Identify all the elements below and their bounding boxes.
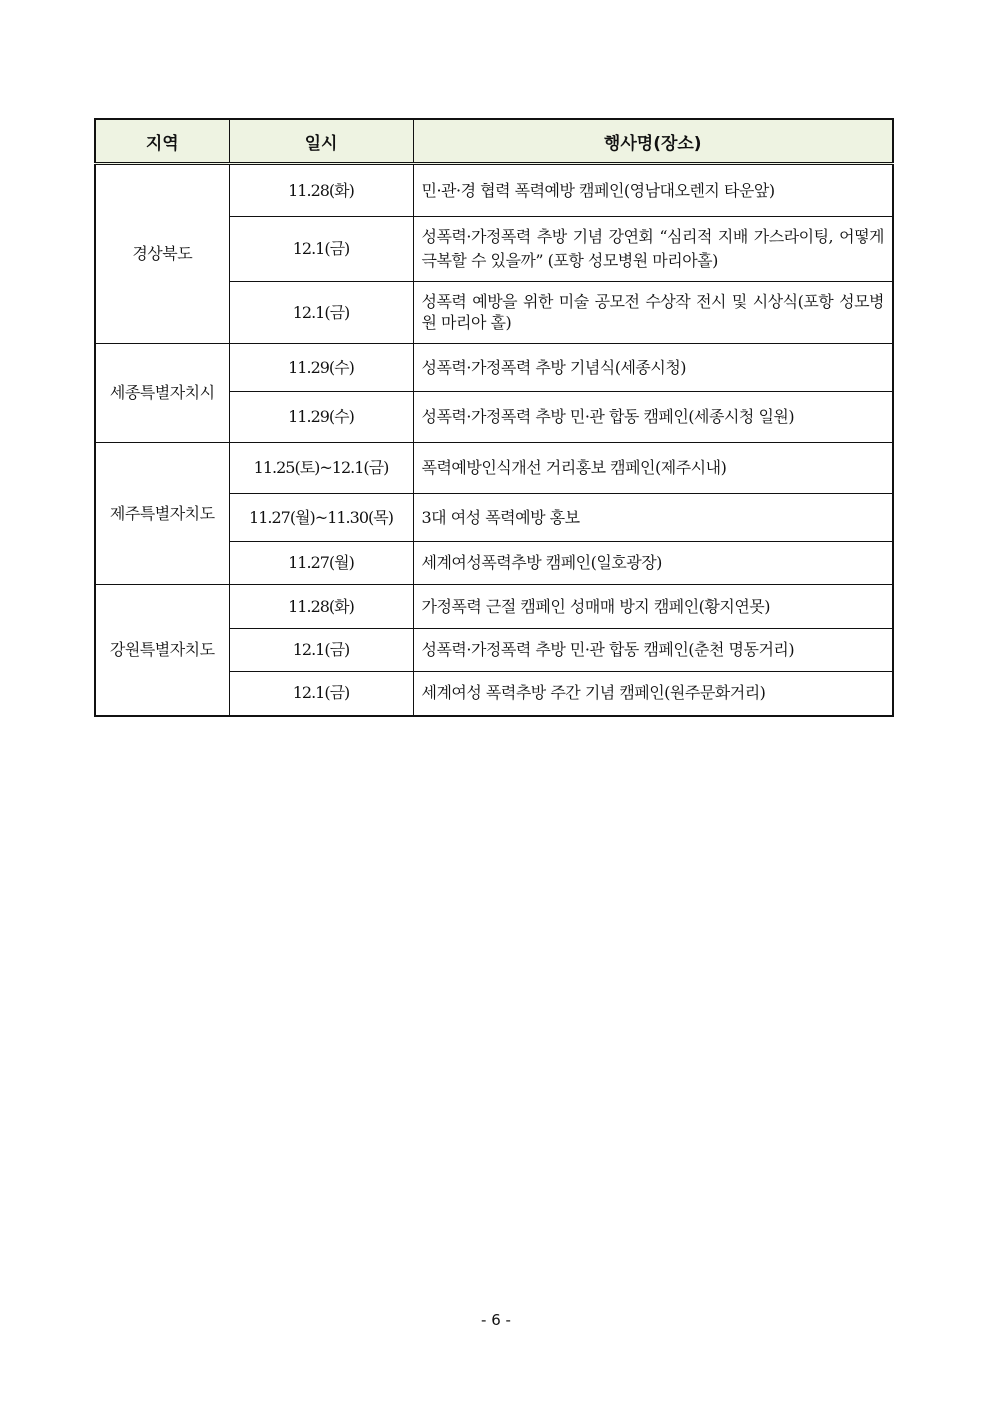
- date-cell: 12.1(금): [229, 282, 413, 344]
- region-cell: 세종특별자치시: [95, 344, 229, 443]
- event-name-cell: 폭력예방인식개선 거리홍보 캠페인(제주시내): [413, 443, 893, 494]
- date-cell: 11.28(화): [229, 585, 413, 629]
- page-number: - 6 -: [481, 1311, 511, 1329]
- region-cell: 강원특별자치도: [95, 585, 229, 716]
- events-table: [94, 118, 894, 717]
- header-region: 지역: [95, 119, 229, 164]
- date-cell: 11.27(월): [229, 542, 413, 585]
- event-name-cell: 가정폭력 근절 캠페인 성매매 방지 캠페인(황지연못): [413, 585, 893, 629]
- date-cell: 11.25(토)~12.1(금): [229, 443, 413, 494]
- event-name-cell: 세계여성 폭력추방 주간 기념 캠페인(원주문화거리): [413, 672, 893, 716]
- region-cell: 경상북도: [95, 164, 229, 344]
- event-name-cell: 민·관·경 협력 폭력예방 캠페인(영남대오렌지 타운앞): [413, 164, 893, 217]
- event-name-cell: 세계여성폭력추방 캠페인(일호광장): [413, 542, 893, 585]
- date-cell: 12.1(금): [229, 629, 413, 672]
- date-cell: 11.29(수): [229, 392, 413, 443]
- table-row: [95, 164, 893, 217]
- table-row: [95, 443, 893, 494]
- event-name-cell: 성폭력·가정폭력 추방 민·관 합동 캠페인(춘천 명동거리): [413, 629, 893, 672]
- event-name-cell: 성폭력·가정폭력 추방 기념 강연회 “심리적 지배 가스라이팅, 어떻게 극복할 수 있을까” (포항 성모병원 마리아홀): [413, 217, 893, 282]
- date-cell: 11.27(월)~11.30(목): [229, 494, 413, 542]
- event-name-cell: 성폭력 예방을 위한 미술 공모전 수상작 전시 및 시상식(포항 성모병원 마리아 홀): [413, 282, 893, 344]
- header-row: [95, 119, 893, 164]
- date-cell: 12.1(금): [229, 217, 413, 282]
- header-date: 일시: [229, 119, 413, 164]
- date-cell: 11.29(수): [229, 344, 413, 392]
- event-name-cell: 성폭력·가정폭력 추방 기념식(세종시청): [413, 344, 893, 392]
- header-event-name: 행사명(장소): [413, 119, 893, 164]
- event-name-cell: 성폭력·가정폭력 추방 민·관 합동 캠페인(세종시청 일원): [413, 392, 893, 443]
- table-row: [95, 585, 893, 629]
- region-cell: 제주특별자치도: [95, 443, 229, 585]
- date-cell: 11.28(화): [229, 164, 413, 217]
- date-cell: 12.1(금): [229, 672, 413, 716]
- event-name-cell: 3대 여성 폭력예방 홍보: [413, 494, 893, 542]
- table-row: [95, 344, 893, 392]
